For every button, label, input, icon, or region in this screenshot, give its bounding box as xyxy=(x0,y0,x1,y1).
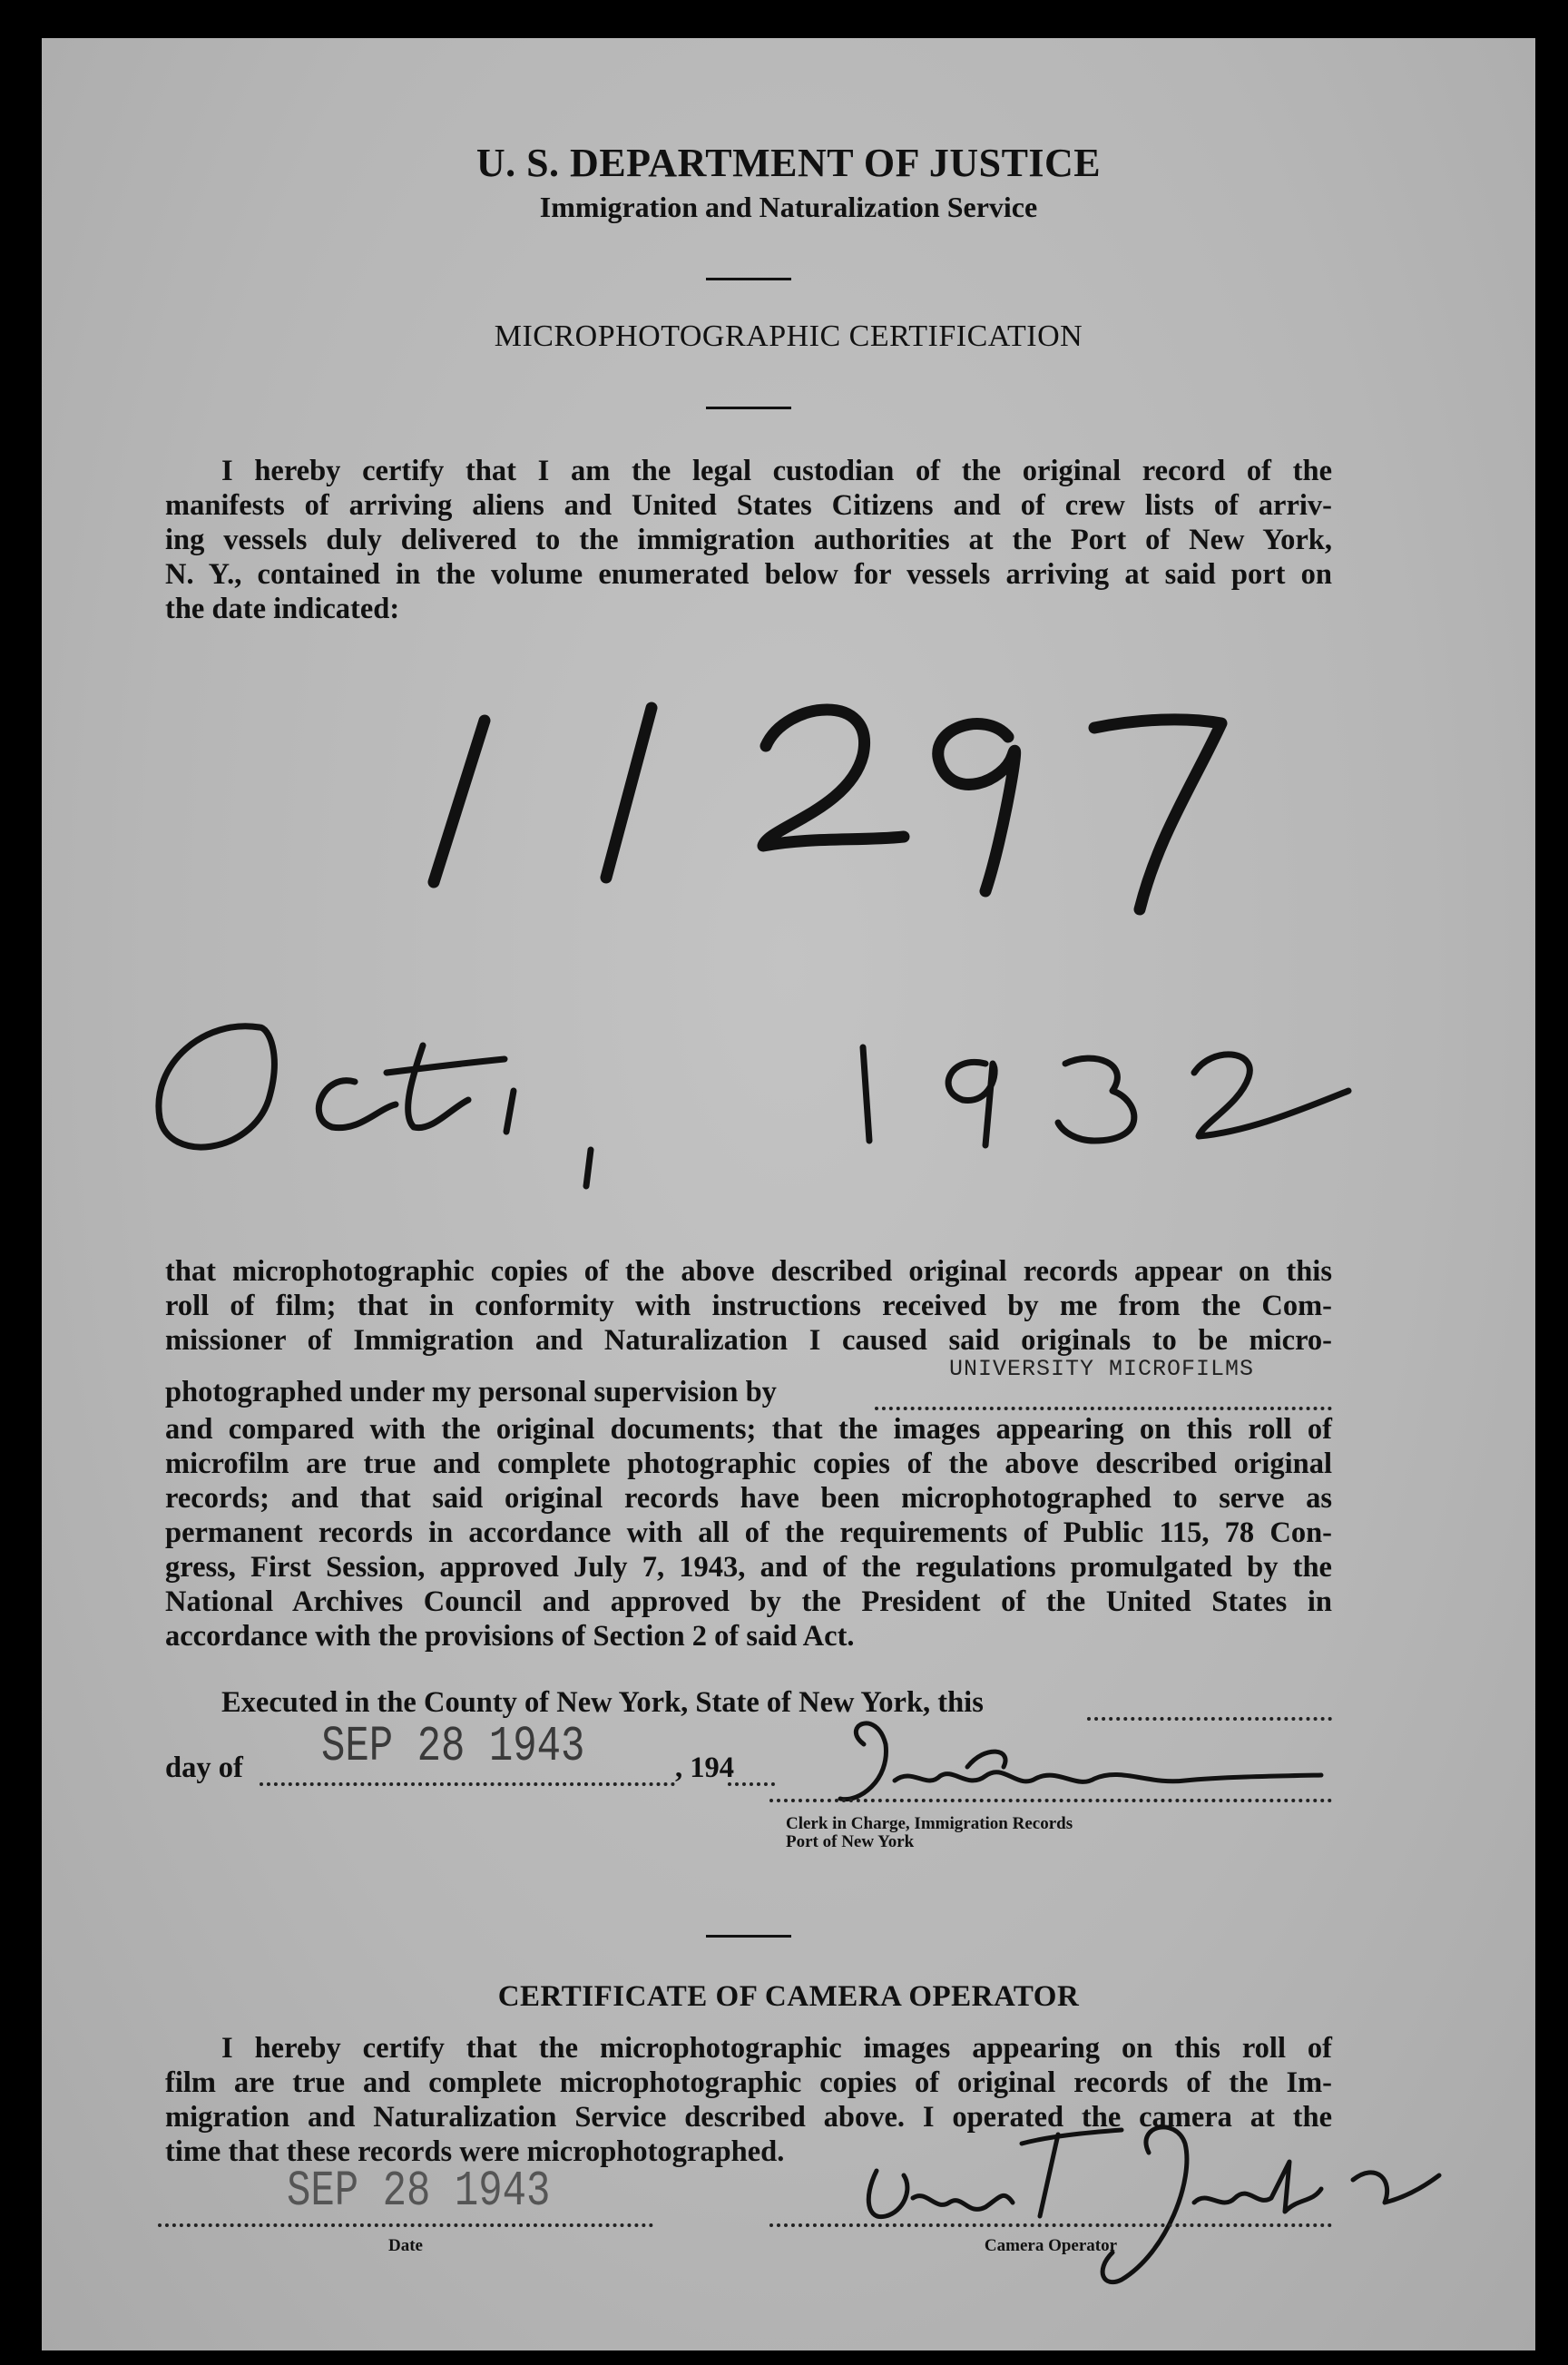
supervision-label: photographed under my personal supervision by xyxy=(165,1376,777,1408)
clerk-office: Port of New York xyxy=(786,1832,915,1851)
body-paragraph xyxy=(165,1412,1332,1654)
camera-line: migration and Naturalization Service described above. I operated the camera at the xyxy=(165,2101,1332,2134)
camera-certificate-heading: CERTIFICATE OF CAMERA OPERATOR xyxy=(497,1980,1080,2013)
date-stamp: SEP 28 1943 xyxy=(321,1718,585,1776)
divider xyxy=(706,1935,791,1938)
body-line: accordance with the provisions of Section 2 of said Act. xyxy=(165,1620,855,1653)
body-paragraph xyxy=(165,1254,1332,1358)
intro-line: N. Y., contained in the volume enumerated below for vessels arriving at said port on xyxy=(165,558,1332,591)
certificate-page xyxy=(42,38,1535,2350)
intro-line: manifests of arriving aliens and United States Citizens and of crew lists of arriv- xyxy=(165,489,1332,522)
body-line: missioner of Immigration and Naturalization I caused said originals to be micro- xyxy=(165,1324,1332,1357)
supervision-dotted-line xyxy=(875,1407,1332,1410)
body-line: that microphotographic copies of the above described original records appear on this xyxy=(165,1255,1332,1288)
handwritten-volume-number xyxy=(434,708,1221,909)
handwritten-date xyxy=(159,1026,1348,1186)
date-signature-line xyxy=(158,2223,653,2227)
camera-date-stamp: SEP 28 1943 xyxy=(287,2163,551,2221)
department-heading: U. S. DEPARTMENT OF JUSTICE xyxy=(475,141,1102,185)
date-label: Date xyxy=(388,2236,423,2255)
intro-line: I hereby certify that I am the legal custodian of the original record of the xyxy=(221,455,1332,487)
executed-dotted-line xyxy=(1087,1717,1332,1721)
day-of-label: day of xyxy=(165,1752,243,1784)
body-line: roll of film; that in conformity with instructions received by me from the Com- xyxy=(165,1290,1332,1322)
certification-title: MICROPHOTOGRAPHIC CERTIFICATION xyxy=(494,319,1083,353)
camera-line: I hereby certify that the microphotographic images appearing on this roll of xyxy=(221,2032,1332,2065)
camera-operator-label: Camera Operator xyxy=(984,2236,1118,2255)
day-dotted-line xyxy=(260,1782,675,1786)
body-line: gress, First Session, approved July 7, 1943, and of the regulations promulgated by the xyxy=(165,1551,1332,1584)
intro-line: ing vessels duly delivered to the immigration authorities at the Port of New York, xyxy=(165,524,1332,556)
service-subheading: Immigration and Naturalization Service xyxy=(539,191,1038,223)
body-line: records; and that said original records have been microphotographed to serve as xyxy=(165,1482,1332,1515)
clerk-title: Clerk in Charge, Immigration Records xyxy=(786,1814,1073,1833)
clerk-signature xyxy=(840,1723,1321,1800)
year-dotted-line xyxy=(728,1782,775,1786)
clerk-signature-line xyxy=(769,1799,1332,1802)
intro-line: the date indicated: xyxy=(165,593,400,625)
body-line: National Archives Council and approved by the President of the United States in xyxy=(165,1585,1332,1618)
body-line: permanent records in accordance with all of the requirements of Public 115, 78 Con- xyxy=(165,1516,1332,1549)
executed-text: Executed in the County of New York, State of New York, this xyxy=(221,1686,984,1719)
operator-signature-line xyxy=(769,2223,1332,2227)
supervision-value: UNIVERSITY MICROFILMS xyxy=(949,1356,1255,1382)
year-label: , 194 xyxy=(675,1752,734,1784)
camera-certificate-paragraph xyxy=(165,2031,1332,2169)
camera-line: film are true and complete microphotographic copies of original records of the Im- xyxy=(165,2066,1332,2099)
body-line: and compared with the original documents; that the images appearing on this roll of xyxy=(165,1413,1332,1446)
body-line: microfilm are true and complete photographic copies of the above described original xyxy=(165,1447,1332,1480)
camera-line: time that these records were microphotographed. xyxy=(165,2135,785,2168)
